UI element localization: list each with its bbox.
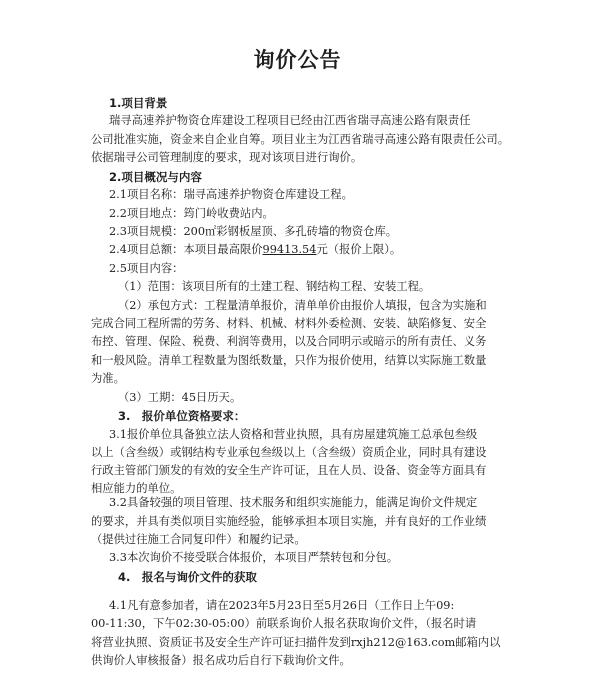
qualification-3-1-line-3: 行政主管部门颁发的有效的安全生产许可证，且在人员、设备、资金等方面具有 [91, 464, 487, 477]
contract-mode-line-2: 完成合同工程所需的劳务、材料、机械、材料外委检测、安装、缺陷修复、安全 [91, 317, 487, 330]
qualification-3-1-line-1: 3.1报价单位具备独立法人资格和营业执照，具有房屋建筑施工总承包叁级 [109, 428, 478, 441]
project-location: 2.2项目地点：筠门岭收费站内。 [109, 207, 274, 220]
project-content: 2.5项目内容： [109, 262, 184, 275]
project-total [109, 241, 401, 259]
contract-mode-line-3: 布控、管理、保险、税费、利润等费用，以及合同明示或暗示的所有责任、义务 [91, 335, 487, 348]
qualification-3-2-line-3: （提供过往施工合同复印件）和履约记录。 [91, 533, 306, 546]
section-3-heading: 3. 报价单位资格要求： [118, 409, 246, 423]
section-1-heading: 1.项目背景 [109, 96, 168, 110]
project-scale: 2.3项目规模：200㎡彩钢板屋顶、多孔砖墙的物资仓库。 [109, 225, 398, 238]
project-total-label: 2.4项目总额：本项目最高限价 [109, 243, 263, 256]
page-title: 询价公告 [253, 48, 342, 72]
project-scope: （1）范围：该项目所有的土建工程、钢结构工程、安装工程。 [118, 280, 431, 293]
project-total-suffix: 元（报价上限）。 [316, 243, 402, 256]
registration-line-2: 00-11:30，下午02:30-05:00）前联系询价人报名获取询价文件，（报名时请 [91, 617, 477, 630]
section-1-line-1: 瑞寻高速养护物资仓库建设工程项目已经由江西省瑞寻高速公路有限责任 [109, 114, 471, 127]
qualification-3-2-line-2: 的要求，并具有类似项目实施经验，能够承担本项目实施，并有良好的工作业绩 [91, 515, 487, 528]
section-1-line-3: 依据瑞寻公司管理制度的要求，现对该项目进行询价。 [91, 151, 363, 164]
registration-line-4: 供询价人审核报备）报名成功后自行下载询价文件。 [91, 654, 351, 667]
qualification-3-3: 3.3本次询价不接受联合体报价，本项目严禁转包和分包。 [109, 551, 399, 564]
registration-line-1: 4.1凡有意参加者，请在2023年5月23日至5月26日（工作日上午09: [109, 599, 455, 612]
section-4-heading: 4. 报名与询价文件的获取 [118, 570, 257, 584]
project-name: 2.1项目名称：瑞寻高速养护物资仓库建设工程。 [109, 188, 353, 201]
qualification-3-1-line-2: 以上（含叁级）或钢结构专业承包叁级以上（含叁级）资质企业，同时具有建设 [91, 446, 487, 459]
section-2-heading: 2.项目概况与内容 [109, 170, 202, 184]
max-price-value: 99413.54 [262, 243, 317, 256]
contract-mode-line-5: 为准。 [91, 372, 125, 385]
section-1-line-2: 公司批准实施，资金来自企业自筹。项目业主为江西省瑞寻高速公路有限责任公司。 [91, 133, 509, 146]
qualification-3-1-line-4: 相应能力的单位。 [91, 482, 182, 495]
qualification-3-2-line-1: 3.2具备较强的项目管理、技术服务和组织实施能力，能满足询价文件规定 [109, 496, 478, 509]
project-period: （3）工期：45日历天。 [118, 391, 242, 404]
contract-mode-line-1: （2）承包方式：工程量清单报价，清单单价由报价人填报，包含为实施和 [118, 299, 487, 312]
contract-mode-line-4: 和一般风险。清单工程数量为图纸数量，只作为报价使用，结算以实际施工数量 [91, 354, 487, 367]
registration-line-3: 将营业执照、资质证书及安全生产许可证扫描件发到rxjh212@163.com邮箱内以 [91, 636, 501, 649]
